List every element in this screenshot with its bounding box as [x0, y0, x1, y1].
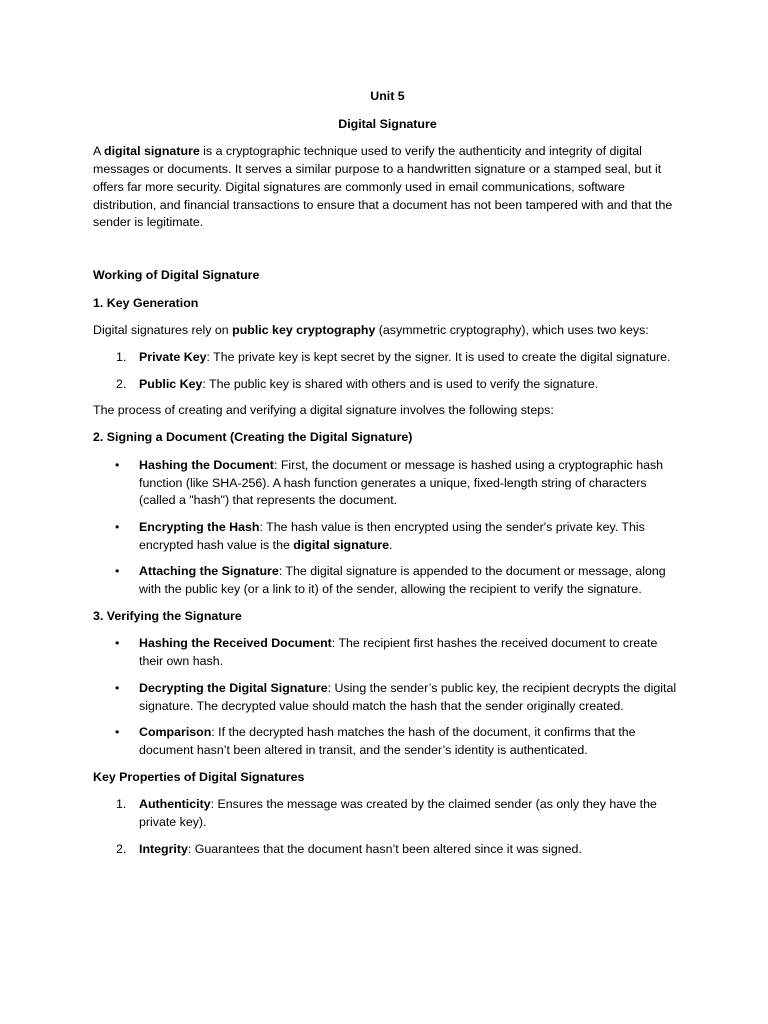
properties-list [93, 796, 682, 858]
list-item: 2. Public Key: The public key is shared with others and is used to verify the signature. [116, 376, 599, 391]
process-paragraph: The process of creating and verifying a digital signature involves the following steps: [93, 403, 554, 418]
keys-list [93, 349, 682, 393]
list-item: • Attaching the Signature: The digital signature is appended to the document or message, along with the public key (or a link to it) of the sender, allowing the recipient to verify the signature. [115, 564, 666, 597]
section-heading-working: Working of Digital Signature [93, 267, 260, 282]
page-title: Digital Signature [338, 116, 437, 131]
list-item: • Decrypting the Digital Signature: Using the sender’s public key, the recipient decrypts the digital signature. The decrypted value should match the hash that the sender originally created. [115, 680, 677, 713]
intro-term: digital signature [104, 144, 200, 159]
intro-paragraph: A digital signature is a cryptographic technique used to verify the authenticity and integrity of digital messages or documents. It serves a similar purpose to a handwritten signature or a stamped seal, but it offers far more security. Digital signatures are commonly used in email communications, software distribution, and financial transactions to ensure that a document has not been tampered with and that the sender is legitimate. [93, 144, 673, 230]
list-item: • Encrypting the Hash: The hash value is then encrypted using the sender's private key. This encrypted hash value is the digital signature. [115, 519, 645, 552]
key-generation-paragraph: Digital signatures rely on public key cryptography (asymmetric cryptography), which uses two keys: [93, 323, 649, 338]
unit-label: Unit 5 [370, 89, 405, 103]
list-item: 2. Integrity: Guarantees that the document hasn’t been altered since it was signed. [116, 841, 582, 856]
list-item: 1. Authenticity: Ensures the message was created by the claimed sender (as only they have the private key). [116, 797, 657, 830]
signing-list [93, 457, 682, 599]
list-item: • Comparison: If the decrypted hash matches the hash of the document, it confirms that the document hasn’t been altered in transit, and the sender’s identity is authenticated. [115, 725, 636, 757]
section-heading-key-generation: 1. Key Generation [93, 295, 199, 310]
list-item: • Hashing the Received Document: The recipient first hashes the received document to create their own hash. [115, 636, 658, 669]
section-heading-signing: 2. Signing a Document (Creating the Digital Signature) [93, 430, 413, 445]
verifying-list [93, 635, 682, 759]
list-item: • Hashing the Document: First, the document or message is hashed using a cryptographic hash function (like SHA-256). A hash function generates a unique, fixed-length string of characters (called a "hash") that represents the document. [115, 457, 664, 508]
section-heading-verifying: 3. Verifying the Signature [93, 608, 242, 623]
section-heading-properties: Key Properties of Digital Signatures [93, 769, 305, 784]
list-item: 1. Private Key: The private key is kept secret by the signer. It is used to create the digital signature. [116, 350, 671, 365]
